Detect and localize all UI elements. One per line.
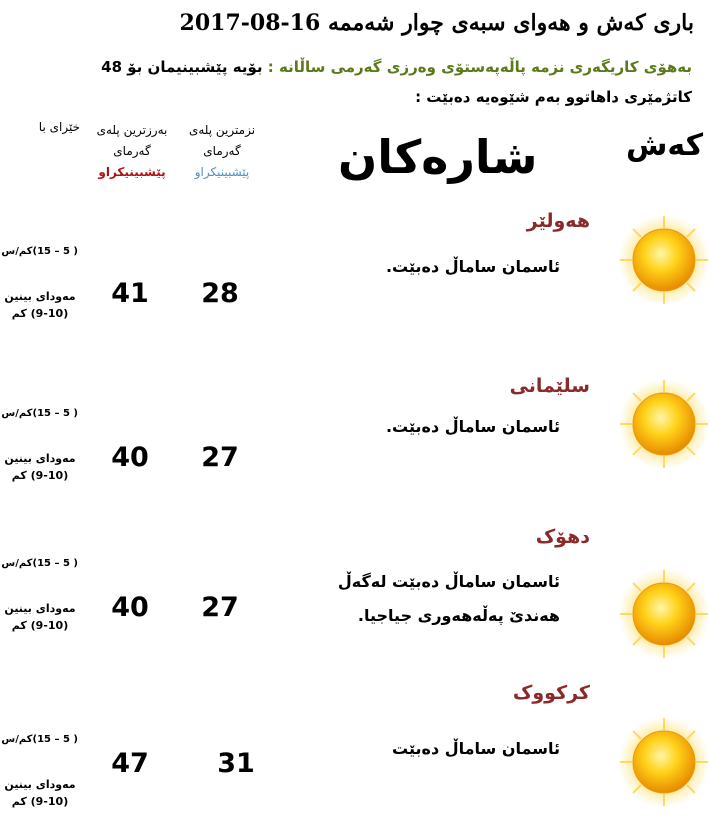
visibility-value: (9-10) کم <box>11 307 69 320</box>
max-temp-duhok: 40 <box>111 592 149 623</box>
visibility-kirkuk <box>0 776 80 810</box>
page-title: باری کەش و هەوای سبەی چوار شەممە 16-08-2017 <box>179 10 694 36</box>
condition-sulaymaniyah <box>300 410 560 444</box>
subtitle-green: بەهۆی کاریگەری نزمە پاڵەپەستۆی وەرزی گەرمی ساڵانە : <box>267 58 692 76</box>
wind-speed-sulaymaniyah: ( 5 – 15)کم/س <box>1 408 78 419</box>
city-name-erbil: هەولێر <box>526 210 590 232</box>
condition-line: ئاسمان ساماڵ دەبێت. <box>385 417 560 436</box>
city-name-kirkuk: کرکووک <box>512 682 590 704</box>
city-name-sulaymaniyah: سلێمانی <box>509 375 590 397</box>
visibility-value: (9-10) کم <box>11 795 69 808</box>
visibility-value: (9-10) کم <box>11 619 69 632</box>
min-temp-kirkuk: 31 <box>217 748 255 779</box>
future-text: کاتژمێری داهاتوو بەم شێوەیە دەبێت : <box>415 88 692 106</box>
min-temp-sulaymaniyah: 27 <box>201 442 239 473</box>
visibility-erbil <box>0 288 80 322</box>
condition-line: ئاسمان ساماڵ دەبێت <box>392 739 560 758</box>
condition-erbil <box>300 250 560 284</box>
wind-speed-kirkuk: ( 5 – 15)کم/س <box>1 734 78 745</box>
max-temp-kirkuk: 47 <box>111 748 149 779</box>
weather-heading: کەش <box>626 128 704 163</box>
visibility-label: مەودای بینین <box>4 290 76 303</box>
condition-line-2: هەندێ پەڵەهەوری جیاجیا. <box>357 606 560 625</box>
subtitle <box>101 58 692 76</box>
condition-duhok <box>300 565 560 633</box>
sun-icon <box>618 378 710 470</box>
cities-heading: شارەکان <box>338 130 538 184</box>
max-temp-note: پێشبینیكراو <box>98 165 166 179</box>
min-temp-duhok: 27 <box>201 592 239 623</box>
condition-line-1: ئاسمان ساماڵ دەبێت لەگەڵ <box>337 572 560 591</box>
visibility-label: مەودای بینین <box>4 778 76 791</box>
wind-speed-duhok: ( 5 – 15)کم/س <box>1 558 78 569</box>
wind-column-title: خێرای با <box>38 120 80 134</box>
city-name-duhok: دهۆک <box>535 526 590 548</box>
min-temp-note: پێشبینیكراو <box>194 165 250 179</box>
sun-icon <box>618 568 710 660</box>
max-temp-column-title <box>86 120 178 183</box>
wind-speed-erbil: ( 5 – 15)کم/س <box>1 246 78 257</box>
sun-icon <box>618 716 710 808</box>
max-temp-title-text: بەرزترین پلەی گەرمای <box>96 123 168 158</box>
min-temp-erbil: 28 <box>201 278 239 309</box>
visibility-label: مەودای بینین <box>4 602 76 615</box>
condition-line: ئاسمان ساماڵ دەبێت. <box>385 257 560 276</box>
visibility-sulaymaniyah <box>0 450 80 484</box>
max-temp-sulaymaniyah: 40 <box>111 442 149 473</box>
visibility-duhok <box>0 600 80 634</box>
subtitle-black: بۆیە پێشبینیمان بۆ 48 <box>101 58 268 76</box>
max-temp-erbil: 41 <box>111 278 149 309</box>
condition-kirkuk <box>300 732 560 766</box>
min-temp-column-title <box>182 120 262 183</box>
visibility-value: (9-10) کم <box>11 469 69 482</box>
min-temp-title-text: نزمترین پلەی گەرمای <box>188 123 256 158</box>
sun-icon <box>618 214 710 306</box>
visibility-label: مەودای بینین <box>4 452 76 465</box>
